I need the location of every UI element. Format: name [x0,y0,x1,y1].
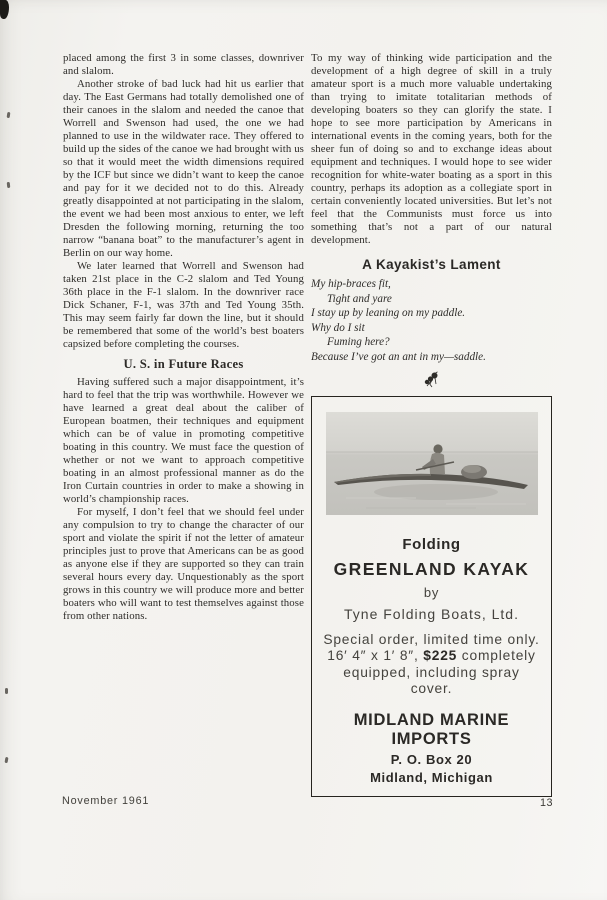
right-column [311,52,552,797]
scan-speck [7,182,10,188]
ad-company-name: MIDLAND MARINE IMPORTS [353,710,510,748]
poem-line: I stay up by leaning on my paddle. [311,307,466,320]
ad-offer-line: equipped, including spray cover. [343,664,520,697]
scan-speck [4,757,8,763]
ad-maker-name: Tyne Folding Boats, Ltd. [344,605,519,622]
scan-speck [7,112,10,118]
footer-page-number: 13 [540,797,554,809]
ad-offer-line: 16′ 4″ x 1′ 8″, $225 completely [327,648,536,664]
poem-line: My hip-braces fit, [311,278,391,290]
poem-line: Tight and yare [327,292,392,305]
kayak-photo [326,412,538,515]
left-column [63,52,304,623]
body-paragraph: placed among the first 3 in some classes, downriver and slalom. [63,52,304,77]
ad-offer-text [321,632,542,698]
ad-offer-line: Special order, limited time only. [323,631,540,647]
scan-speck [5,688,8,694]
poem-line: Fuming here? [327,336,390,349]
body-paragraph: For myself, I don’t feel that we should feel under any compulsion to try to change the character of our sport and violate the spirit if not the letter of amateur principles just to prove that Americans can be as good as anyone else if they are supported so they can train several hours every day. Unquestionably as the sport grows in this country we will produce more and better boaters who will want to test themselves against those from other nations. [63,506,304,622]
kayak-advertisement [311,396,552,797]
section-heading-us-in-future-races: U. S. in Future Races [123,357,244,371]
poem-line: Why do I sit [311,321,365,334]
ad-folding-label: Folding [402,535,461,553]
body-paragraph: We later learned that Worrell and Swenson had taken 21st place in the C-2 slalom and Ted Young 36th place in the F-1 slalom. In the downriver race Dick Schaner, F-1, was 37th and Ted Young 35th. This may seem fairly far down the line, but it should be remembered that some of the world’s best boaters capsized before completing the courses. [63,260,304,350]
ad-address-line: P. O. Box 20 [390,751,473,767]
ant-ornament-illustration [311,371,552,391]
section-heading-kayakists-lament: A Kayakist’s Lament [362,257,501,272]
body-paragraph: Having suffered such a major disappointment, it’s hard to feel that the trip was worthwhile. However we have learned a great deal about the caliber of European boatmen, their techniques and equipment which can be of value in promoting competitive boating in this country. We must face the question of whether or not we want to approach competitive boating in an almost professional manner as do the Iron Curtain countries in order to make a showing in world’s championship races. [63,376,304,505]
footer-issue-date: November 1961 [62,795,150,807]
ad-address-line: Midland, Michigan [370,769,493,785]
ad-by-label: by [423,584,440,600]
poem [311,277,552,365]
ad-product-title: GREENLAND KAYAK [333,558,530,579]
body-paragraph: Another stroke of bad luck had hit us earlier that day. The East Germans had totally demolished one of their canoes in the slalom and needed the canoe that Worrell and Swenson had used, the one we had planned to use in the wildwater race. They offered to build up the sides of the canoe we had brought with us so that it would meet the width dimensions required by the ICF but since we didn’t want to keep the canoe and pay for it we decided not to do this. Already greatly disappointed at not participating in the slalom, the event we had been most anxious to enter, we left Dresden the following morning, returning the too narrow “banana boat” to the manufacturer’s agent in Berlin on our way home. [63,78,304,259]
poem-line: Because I’ve got an ant in my—saddle. [311,350,486,363]
scan-artifact-corner [0,0,9,19]
body-paragraph: To my way of thinking wide participation and the development of a high degree of skill in a truly amateur sport is a much more valuable undertaking than trying to imitate totalitarian methods of developing boaters so they can glorify the state. I hope to see more participation by Americans in international events in the coming years, both for the sheer fun of doing so and to exchange ideas about equipment and techniques. I would hope to see wider recognition for white-water boating as a sport in this country, perhaps its adoption as a collegiate sport in certain conveniently located universities. But let’s not feel that the Communists must force us into something that’s not a part of our natural development. [311,52,552,246]
ad-price: $225 [423,648,458,664]
